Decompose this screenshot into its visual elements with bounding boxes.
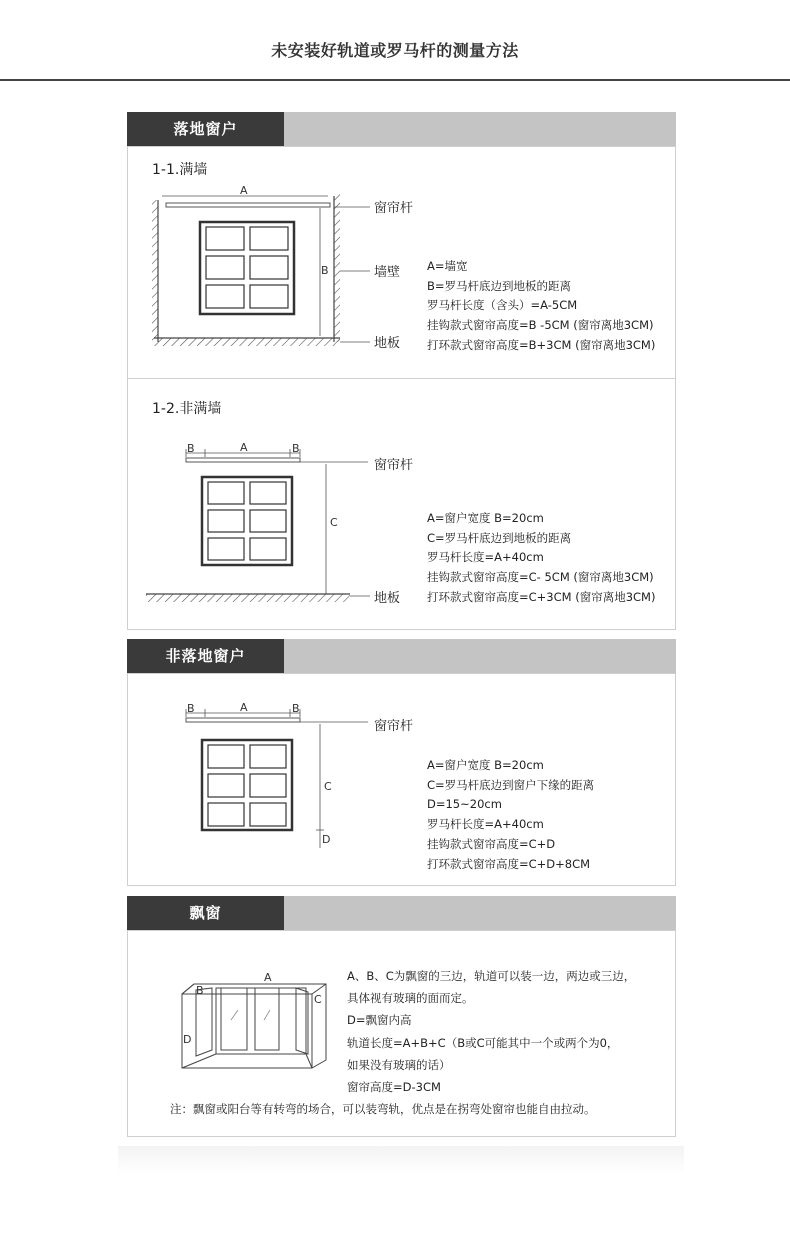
info-line: 罗马杆长度（含头）=A-5CM bbox=[427, 298, 578, 313]
section-label: 落地窗户 bbox=[127, 112, 284, 146]
window-frame bbox=[200, 222, 294, 314]
dim-label-b-right: B bbox=[292, 442, 300, 455]
dim-label-b-right: B bbox=[292, 702, 300, 715]
partial-wall-info bbox=[427, 509, 655, 608]
full-wall-info bbox=[427, 257, 655, 356]
info-line: C=罗马杆底边到地板的距离 bbox=[427, 530, 572, 545]
info-line: 挂钩款式窗帘高度=B -5CM (窗帘离地3CM) bbox=[427, 318, 654, 333]
title-divider bbox=[0, 79, 790, 81]
partial-wall-diagram bbox=[140, 440, 420, 610]
subsection-divider bbox=[128, 378, 675, 379]
dim-label-b-left: B bbox=[187, 442, 195, 455]
info-line: A、B、C为飘窗的三边，轨道可以装一边，两边或三边， bbox=[347, 969, 636, 983]
rod-label: 窗帘杆 bbox=[374, 719, 414, 734]
info-line: A=窗户宽度 B=20cm bbox=[427, 511, 544, 525]
dim-label-d: D bbox=[183, 1033, 192, 1046]
info-line: 具体视有玻璃的面而定。 bbox=[347, 991, 474, 1006]
info-line: A=墙宽 bbox=[427, 259, 468, 273]
bay-window-diagram bbox=[176, 970, 336, 1080]
floor-hatch bbox=[154, 338, 340, 346]
curtain-rod bbox=[186, 458, 300, 462]
info-line: 罗马杆长度=A+40cm bbox=[427, 550, 544, 565]
info-line: 挂钩款式窗帘高度=C- 5CM (窗帘离地3CM) bbox=[427, 570, 654, 585]
rod-label: 窗帘杆 bbox=[374, 201, 414, 216]
left-wall-hatch bbox=[152, 200, 158, 342]
dim-label-a: A bbox=[240, 184, 248, 197]
info-line: D=飘窗内高 bbox=[347, 1013, 412, 1028]
section-header-floor-window bbox=[127, 112, 676, 146]
info-line: B=罗马杆底边到地板的距离 bbox=[427, 278, 572, 293]
bay-window-info bbox=[347, 965, 635, 1098]
dim-label-c: C bbox=[324, 780, 332, 793]
non-floor-window-diagram bbox=[140, 700, 420, 850]
info-line: D=15~20cm bbox=[427, 797, 502, 812]
dim-label-a: A bbox=[240, 701, 248, 714]
subsection-title-partial-wall: 1-2.非满墙 bbox=[152, 401, 222, 417]
right-wall-hatch bbox=[334, 194, 340, 342]
curtain-rod bbox=[166, 203, 330, 207]
floor-hatch bbox=[146, 594, 350, 602]
dim-label-c: C bbox=[330, 516, 338, 529]
floor-label: 地板 bbox=[374, 591, 401, 606]
info-line: A=窗户宽度 B=20cm bbox=[427, 758, 544, 772]
dim-label-c: C bbox=[314, 993, 322, 1006]
window-frame bbox=[202, 740, 292, 830]
info-line: 打环款式窗帘高度=B+3CM (窗帘离地3CM) bbox=[427, 337, 656, 352]
window-frame bbox=[202, 477, 292, 565]
dim-label-a: A bbox=[264, 971, 272, 984]
info-line: 打环款式窗帘高度=C+D+8CM bbox=[427, 856, 591, 871]
non-floor-window-info bbox=[427, 756, 594, 874]
page-title: 未安装好轨道或罗马杆的测量方法 bbox=[271, 41, 519, 60]
info-line: 挂钩款式窗帘高度=C+D bbox=[427, 836, 556, 851]
section-label: 飘窗 bbox=[127, 896, 284, 930]
subsection-title-full-wall: 1-1.满墙 bbox=[152, 162, 208, 178]
dim-label-a: A bbox=[240, 441, 248, 454]
bay-window-note: 注：飘窗或阳台等有转弯的场合，可以装弯轨，优点是在拐弯处窗帘也能自由拉动。 bbox=[170, 1102, 596, 1116]
section-label: 非落地窗户 bbox=[127, 639, 284, 673]
info-line: C=罗马杆底边到窗户下缘的距离 bbox=[427, 777, 595, 792]
info-line: 如果没有玻璃的话） bbox=[347, 1057, 451, 1072]
dim-label-b-left: B bbox=[187, 702, 195, 715]
rod-label: 窗帘杆 bbox=[374, 458, 414, 473]
full-wall-diagram bbox=[140, 182, 420, 354]
floor-label: 地板 bbox=[374, 336, 401, 351]
section-header-non-floor-window bbox=[127, 639, 676, 673]
info-line: 窗帘高度=D-3CM bbox=[347, 1080, 441, 1095]
curtain-rod bbox=[186, 718, 300, 722]
section-header-bay-window bbox=[127, 896, 676, 930]
dim-label-b: B bbox=[196, 984, 204, 997]
dim-label-d: D bbox=[322, 833, 331, 846]
bottom-shadow bbox=[118, 1146, 684, 1174]
wall-label: 墙壁 bbox=[374, 265, 401, 280]
info-line: 罗马杆长度=A+40cm bbox=[427, 817, 544, 832]
info-line: 打环款式窗帘高度=C+3CM (窗帘离地3CM) bbox=[427, 589, 656, 604]
dim-label-b: B bbox=[321, 264, 329, 277]
info-line: 轨道长度=A+B+C（B或C可能其中一个或两个为0， bbox=[347, 1035, 619, 1050]
